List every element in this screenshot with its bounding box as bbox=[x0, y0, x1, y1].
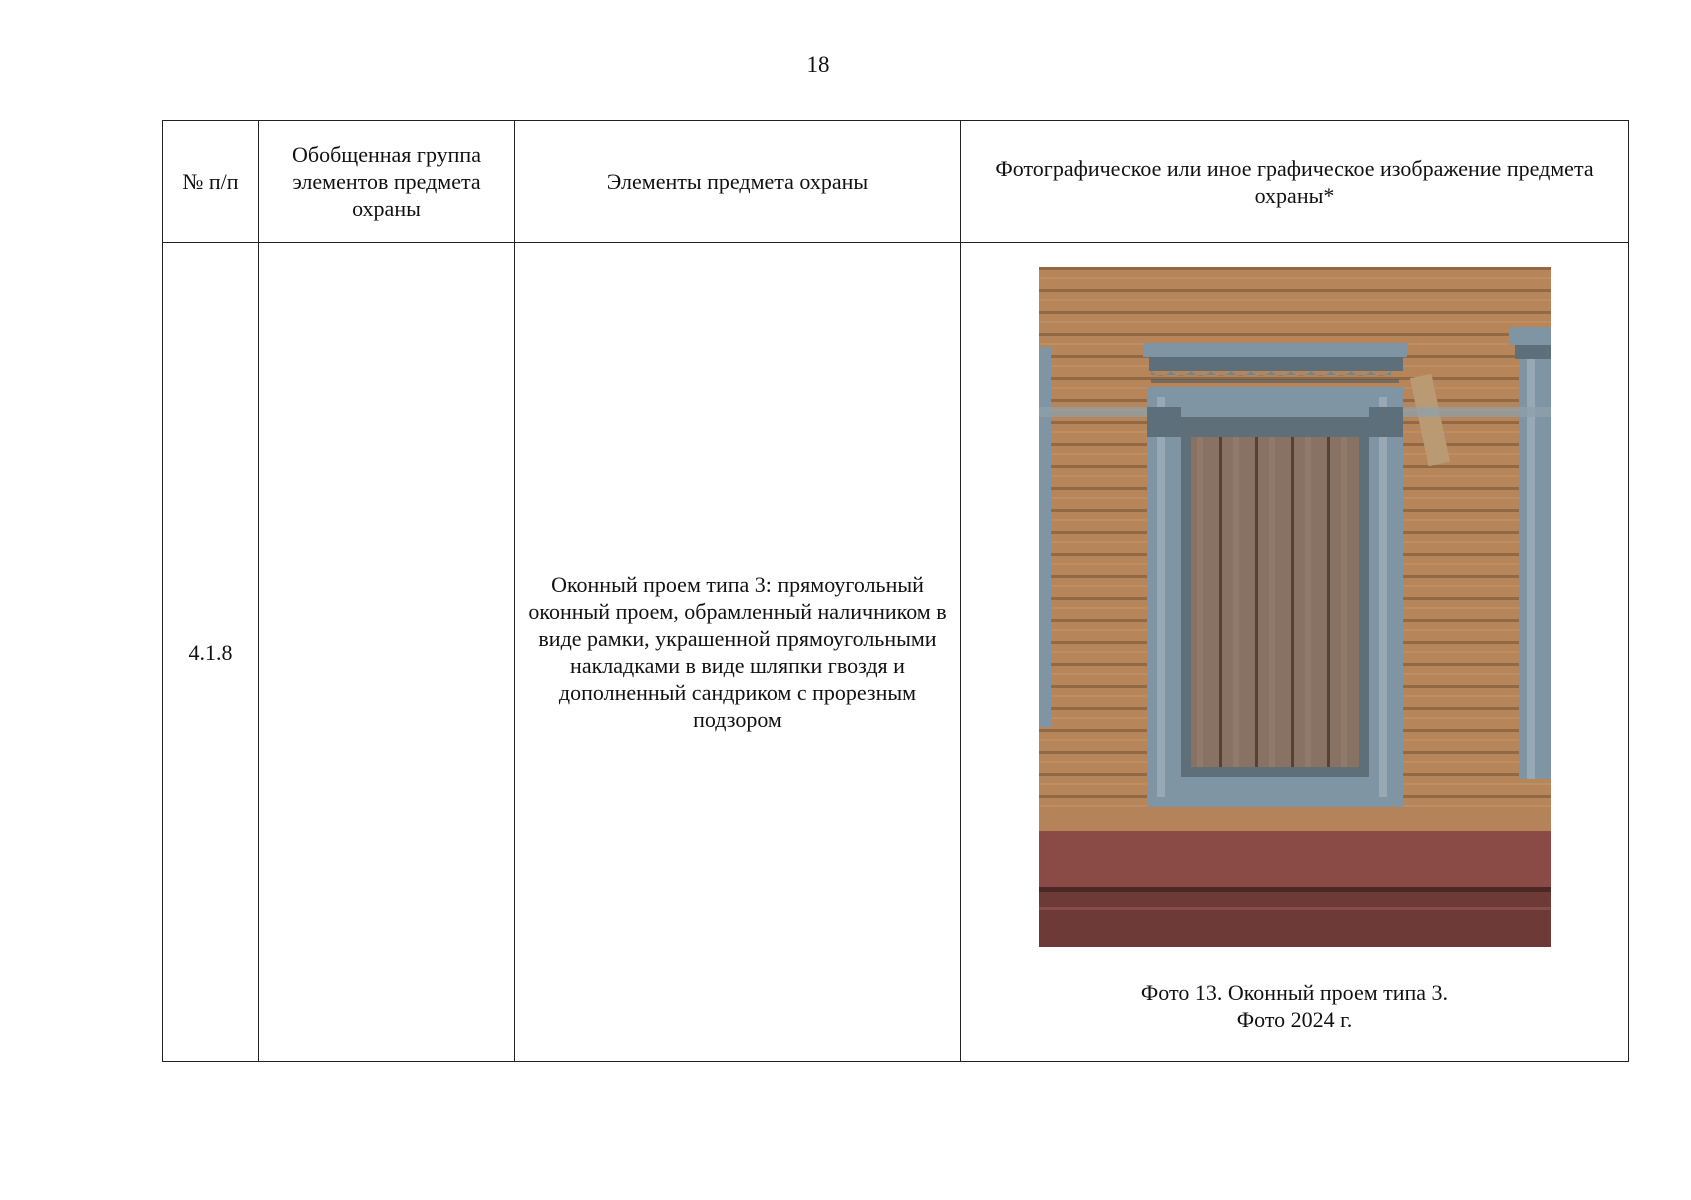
protection-subject-table bbox=[162, 120, 1629, 1062]
row-elements: Оконный проем типа 3: прямоугольный оконный проем, обрамленный наличником в виде рамки, украшенной прямоугольными накладками в виде шляпки гвоздя и дополненный сандриком с прорезным подзором bbox=[515, 243, 961, 1062]
photo-caption bbox=[971, 979, 1618, 1033]
wooden-window-photo bbox=[1039, 267, 1551, 947]
caption-line-2: Фото 2024 г. bbox=[1236, 1007, 1353, 1032]
table-row bbox=[163, 243, 1629, 1062]
caption-line-1: Фото 13. Оконный проем типа 3. bbox=[1140, 980, 1449, 1005]
header-num: № п/п bbox=[163, 121, 259, 243]
header-elements: Элементы предмета охраны bbox=[515, 121, 961, 243]
table-header-row bbox=[163, 121, 1629, 243]
row-group bbox=[259, 243, 515, 1062]
row-image-cell bbox=[961, 243, 1629, 1062]
header-group: Обобщенная группа элементов предмета охраны bbox=[259, 121, 515, 243]
page-number: 18 bbox=[806, 52, 830, 77]
row-num: 4.1.8 bbox=[163, 243, 259, 1062]
header-image: Фотографическое или иное графическое изображение предмета охраны* bbox=[961, 121, 1629, 243]
